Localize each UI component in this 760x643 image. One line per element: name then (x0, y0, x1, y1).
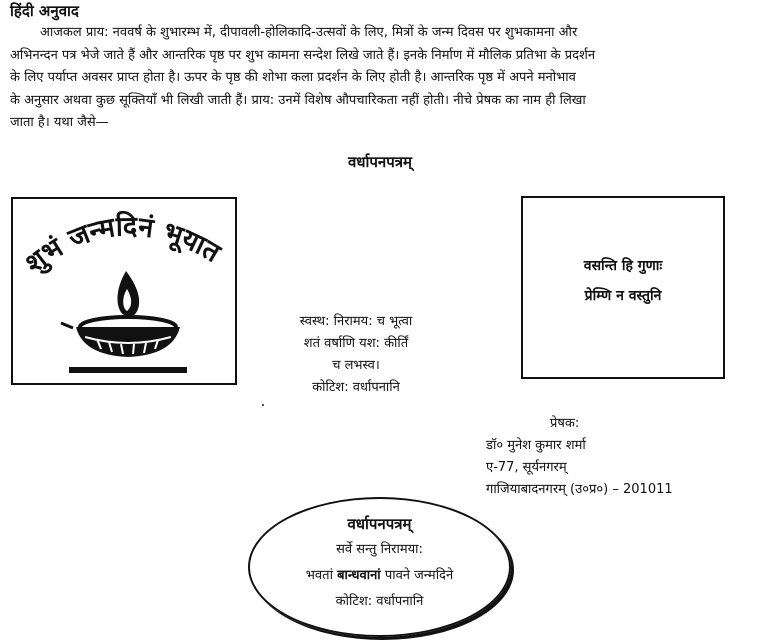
sender-label: प्रेषक: (550, 416, 580, 431)
diya-lamp-icon (61, 317, 180, 357)
ellipse-card-title: वर्धापनपत्रम् (347, 515, 412, 533)
paragraph-line: आजकल प्राय: नववर्ष के शुभारम्भ में, दीपावली-होलिकादि-उत्सवों के लिए, मित्रों के जन्म दिवस पर शुभकामना और (40, 25, 578, 40)
paragraph-line: के अनुसार अथवा कुछ सूक्तियाँ भी लिखी जाती हैं। प्राय: उनमें विशेष औपचारिकता नहीं होती। नीचे प्रेषक का नाम ही लिखा (10, 92, 586, 108)
verse-line: कोटिश: वर्धापनानि (312, 380, 400, 395)
intro-paragraph (10, 22, 750, 135)
section-heading: हिंदी अनुवाद (10, 2, 79, 20)
greeting-verse (236, 311, 476, 399)
lamp-base (69, 367, 187, 373)
sender-name: डॉ० मुनेश कुमार शर्मा (486, 438, 586, 453)
paragraph-line: अभिनन्दन पत्र भेजे जाते हैं और आन्तरिक पृष्ठ पर शुभ कामना सन्देश लिखे जाते हैं। इनके निर्माण में मौलिक प्रतिभा के प्रदर्शन (10, 47, 596, 63)
verse-line: शतं वर्षाणि यश: कीर्तिं (303, 336, 409, 351)
verse-line: स्वस्थ: निरामय: च भूत्वा (299, 314, 413, 329)
ellipse-card-line: सर्वे सन्तु निरामया: (336, 542, 423, 557)
ellipse-card-line: कोटिश: वर्धापनानि (335, 594, 424, 609)
sender-block (478, 413, 673, 501)
paragraph-line: के लिए पर्याप्त अवसर प्राप्त होता है। ऊपर के पृष्ठ की शोभा कला प्रदर्शन के लिए होती है। आन्तरिक पृष्ठ में अपने मनोभाव (10, 70, 576, 86)
inner-quote-line: प्रेम्णि न वस्तुनि (584, 288, 662, 304)
ellipse-line-part: पावने जन्मदिने (384, 568, 454, 583)
sender-address: ए-77, सूर्यनगरम् (486, 460, 567, 475)
ellipse-card-text (248, 511, 511, 615)
inner-quote-line: वसन्ति हि गुणाः (583, 258, 663, 274)
inner-card (521, 196, 725, 379)
ellipse-card-line (248, 563, 511, 589)
sender-address: गाजियाबादनगरम् (उ०प्र०) – 201011 (486, 482, 673, 497)
arc-greeting-text: शुभं जन्मदिनं भूयात (19, 211, 226, 280)
stray-dot (262, 404, 264, 406)
card-title: वर्धापनपत्रम् (347, 153, 413, 171)
lamp-illustration (13, 199, 235, 383)
ellipse-line-bold: बान्धवानां (337, 568, 381, 583)
paragraph-line: जाता है। यथा जैसे— (10, 115, 109, 131)
ellipse-line-part: भवतां (305, 568, 333, 583)
verse-line: च लभस्व। (332, 358, 380, 373)
front-card (11, 197, 237, 385)
